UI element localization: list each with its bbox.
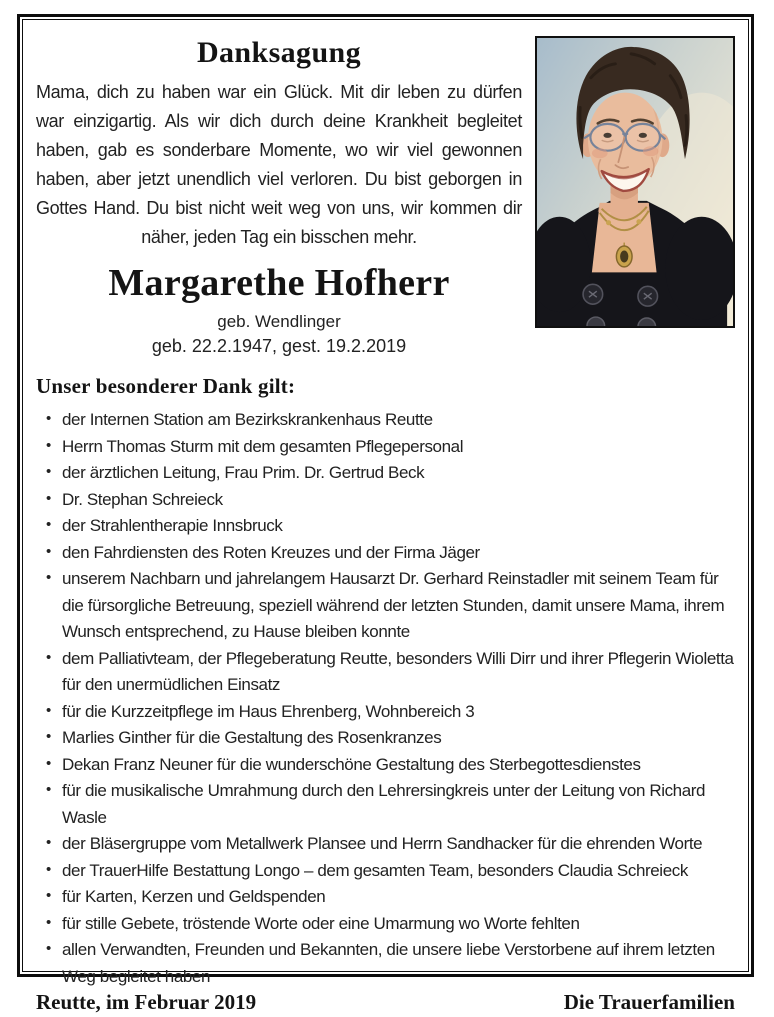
bullet-icon: •	[46, 569, 51, 586]
thanks-item	[44, 911, 735, 938]
thanks-item	[44, 884, 735, 911]
thanks-item-text: den Fahrdiensten des Roten Kreuzes und der Firma Jäger	[62, 542, 480, 562]
portrait-photo	[535, 36, 735, 328]
thanks-item	[44, 937, 735, 990]
thanks-item-text: allen Verwandten, Freunden und Bekannten, die unsere liebe Verstorbene auf ihrem letzten Weg begleitet haben	[62, 940, 715, 986]
bullet-icon: •	[46, 834, 51, 851]
intro-paragraph: Mama, dich zu haben war ein Glück. Mit dir leben zu dürfen war einzigartig. Als wir dich durch deine Krankheit begleitet haben, gab es sonderbare Momente, wo wir viel gewonnen haben, aber jetzt unendlich viel verloren. Du bist geborgen in Gottes Hand. Du bist nicht weit weg von uns, wir kommen dir näher, jeden Tag ein bisschen mehr.	[36, 82, 522, 247]
thanks-item-text: unserem Nachbarn und jahrelangem Hausarzt Dr. Gerhard Reinstadler mit seinem Team für die fürsorgliche Betreuung, speziell während der letzten Stunden, damit unsere Mama, ihrem Wunsch entsprechend, zu Hause bleiben konnte	[62, 569, 725, 641]
thanks-item	[44, 725, 735, 752]
thanks-item	[44, 407, 735, 434]
thanks-item	[44, 513, 735, 540]
bullet-icon: •	[46, 489, 51, 507]
bullet-icon: •	[46, 463, 51, 480]
thanks-item	[44, 778, 735, 831]
notice-title: Danksagung	[196, 36, 362, 69]
thanks-item	[44, 752, 735, 779]
bullet-icon: •	[46, 728, 51, 745]
thanks-item-text: der Strahlentherapie Innsbruck	[62, 516, 283, 535]
bullet-icon: •	[46, 781, 51, 798]
notice-inner-frame	[22, 19, 749, 1014]
bullet-icon: •	[46, 516, 51, 533]
top-section	[36, 34, 735, 357]
thanks-item	[44, 540, 735, 567]
bullet-icon: •	[46, 436, 51, 454]
portrait-illustration	[537, 38, 733, 326]
bullet-icon: •	[46, 940, 51, 957]
bullet-icon: •	[46, 887, 51, 904]
bullet-icon: •	[46, 860, 51, 878]
bullet-icon: •	[46, 410, 51, 427]
thanks-item-text: für Karten, Kerzen und Geldspenden	[62, 887, 326, 906]
thanks-item-text: der Bläsergruppe vom Metallwerk Plansee und Herrn Sandhacker für die ehrenden Worte	[62, 834, 703, 853]
thanks-item	[44, 434, 735, 461]
bullet-icon: •	[46, 701, 51, 719]
life-dates: geb. 22.2.1947, gest. 19.2.2019	[151, 336, 407, 356]
notice-frame	[17, 14, 754, 1014]
maiden-name: geb. Wendlinger	[217, 312, 341, 331]
text-column	[36, 34, 522, 357]
thanks-list	[36, 407, 735, 990]
bullet-icon: •	[46, 913, 51, 931]
thanks-item-text: Dr. Stephan Schreieck	[62, 489, 223, 509]
thanks-item	[44, 858, 735, 885]
bullet-icon: •	[46, 754, 51, 772]
thanks-item	[44, 831, 735, 858]
thanks-item-text: dem Palliativteam, der Pflegeberatung Reutte, besonders Willi Dirr und ihrer Pflegerin Wioletta für den unermüdlichen Einsatz	[62, 648, 734, 694]
thanks-item	[44, 460, 735, 487]
thanks-item-text: Marlies Ginther für die Gestaltung des Rosenkranzes	[62, 728, 442, 747]
thanks-item-text: der Internen Station am Bezirkskrankenhaus Reutte	[62, 410, 433, 429]
bullet-icon: •	[46, 542, 51, 560]
place-date: Reutte, im Februar 2019	[36, 990, 257, 1014]
thanks-item	[44, 646, 735, 699]
bullet-icon: •	[46, 648, 51, 666]
thanks-item	[44, 487, 735, 514]
thanks-item-text: für stille Gebete, tröstende Worte oder eine Umarmung wo Worte fehlten	[62, 913, 580, 933]
thanks-item	[44, 699, 735, 726]
thanks-item	[44, 566, 735, 646]
thanks-heading: Unser besonderer Dank gilt:	[36, 374, 296, 398]
thanks-item-text: für die Kurzzeitpflege im Haus Ehrenberg, Wohnbereich 3	[62, 701, 475, 721]
thanks-item-text: der TrauerHilfe Bestattung Longo – dem gesamten Team, besonders Claudia Schreieck	[62, 860, 688, 880]
notice-footer	[36, 990, 735, 1017]
thanks-item-text: der ärztlichen Leitung, Frau Prim. Dr. Gertrud Beck	[62, 463, 425, 482]
thanks-item-text: Herrn Thomas Sturm mit dem gesamten Pflegepersonal	[62, 436, 464, 456]
thanks-item-text: Dekan Franz Neuner für die wunderschöne Gestaltung des Sterbegottesdienstes	[62, 754, 641, 774]
signature: Die Trauerfamilien	[563, 990, 735, 1014]
deceased-name: Margarethe Hofherr	[108, 262, 450, 304]
thanks-item-text: für die musikalische Umrahmung durch den Lehrersingkreis unter der Leitung von Richard Wasle	[62, 781, 706, 827]
